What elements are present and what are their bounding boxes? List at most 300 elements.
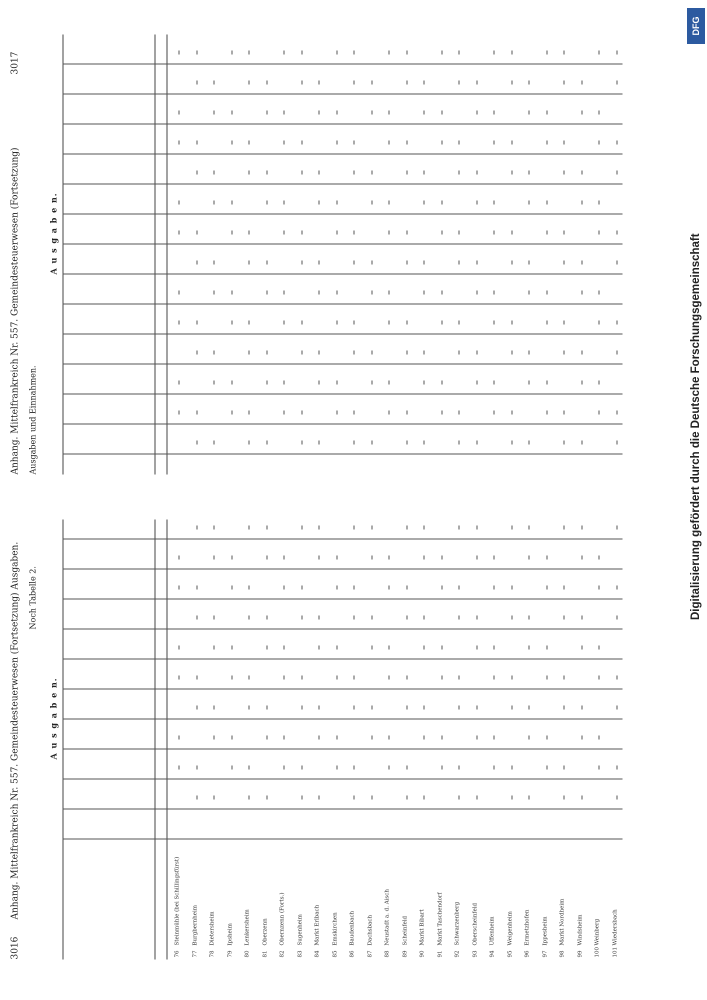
empty-cell-dash xyxy=(301,51,302,55)
empty-cell-dash xyxy=(476,171,477,175)
empty-cell-dash xyxy=(319,736,320,740)
empty-cell-dash xyxy=(581,441,582,445)
empty-cell-dash xyxy=(529,261,530,265)
column-rule xyxy=(63,719,623,720)
empty-cell-dash xyxy=(336,381,337,385)
empty-cell-dash xyxy=(564,616,565,620)
empty-cell-dash xyxy=(389,766,390,770)
row-label: Ermetzhofen xyxy=(524,909,531,946)
row-label: Schwarzenberg xyxy=(454,901,461,946)
empty-cell-dash xyxy=(389,411,390,415)
empty-cell-dash xyxy=(196,706,197,710)
empty-cell-dash xyxy=(371,261,372,265)
empty-cell-dash xyxy=(406,766,407,770)
empty-cell-dash xyxy=(319,381,320,385)
column-rule xyxy=(63,94,623,95)
empty-cell-dash xyxy=(546,411,547,415)
digitization-credit xyxy=(687,60,705,620)
row-label: Sugenheim xyxy=(297,914,303,946)
row-label: Markt Bibart xyxy=(419,909,426,946)
column-rule xyxy=(63,124,623,125)
empty-cell-dash xyxy=(389,556,390,560)
empty-cell-dash xyxy=(494,231,495,235)
row-label: Burgbernheim xyxy=(192,905,198,946)
empty-cell-dash xyxy=(476,261,477,265)
empty-cell-dash xyxy=(441,141,442,145)
empty-cell-dash xyxy=(476,646,477,650)
row-number: 97 xyxy=(542,950,548,958)
empty-cell-dash xyxy=(529,81,530,85)
row-number: 84 xyxy=(314,950,321,958)
empty-cell-dash xyxy=(546,291,547,295)
empty-cell-dash xyxy=(599,291,600,295)
empty-cell-dash xyxy=(546,111,547,115)
empty-cell-dash xyxy=(354,526,355,530)
empty-cell-dash xyxy=(424,646,425,650)
row-label: Ippesheim xyxy=(542,916,548,946)
empty-cell-dash xyxy=(214,556,215,560)
empty-cell-dash xyxy=(406,231,407,235)
empty-cell-dash xyxy=(564,526,565,530)
empty-cell-dash xyxy=(249,411,250,415)
row-label: Windsheim xyxy=(577,914,583,946)
empty-cell-dash xyxy=(301,231,302,235)
empty-cell-dash xyxy=(389,141,390,145)
empty-cell-dash xyxy=(581,171,582,175)
empty-cell-dash xyxy=(196,766,197,770)
empty-cell-dash xyxy=(424,351,425,355)
empty-cell-dash xyxy=(459,81,460,85)
empty-cell-dash xyxy=(371,171,372,175)
row-label: Obernzenn (Forts.) xyxy=(279,892,286,946)
empty-cell-dash xyxy=(511,321,512,325)
empty-cell-dash xyxy=(599,766,600,770)
empty-cell-dash xyxy=(494,291,495,295)
empty-cell-dash xyxy=(301,351,302,355)
empty-cell-dash xyxy=(319,351,320,355)
empty-cell-dash xyxy=(476,81,477,85)
empty-cell-dash xyxy=(424,441,425,445)
row-label: Wiedersbach xyxy=(612,909,618,946)
empty-cell-dash xyxy=(476,351,477,355)
column-rule xyxy=(63,214,623,215)
empty-cell-dash xyxy=(336,586,337,590)
empty-cell-dash xyxy=(441,736,442,740)
row-label: Neustadt a. d. Aisch xyxy=(384,889,391,946)
empty-cell-dash xyxy=(529,291,530,295)
empty-cell-dash xyxy=(214,81,215,85)
empty-cell-dash xyxy=(511,141,512,145)
dfg-logo-text: DFG xyxy=(691,16,701,36)
empty-cell-dash xyxy=(336,201,337,205)
empty-cell-dash xyxy=(196,321,197,325)
empty-cell-dash xyxy=(616,616,617,620)
empty-cell-dash xyxy=(249,796,250,800)
empty-cell-dash xyxy=(564,441,565,445)
empty-cell-dash xyxy=(354,351,355,355)
empty-cell-dash xyxy=(459,441,460,445)
empty-cell-dash xyxy=(511,261,512,265)
empty-cell-dash xyxy=(564,51,565,55)
row-number: 86 xyxy=(349,950,356,958)
row-label: Markt Erlbach xyxy=(314,904,321,946)
empty-cell-dash xyxy=(476,706,477,710)
row-number: 89 xyxy=(402,950,408,958)
empty-cell-dash xyxy=(196,616,197,620)
empty-cell-dash xyxy=(616,141,617,145)
empty-cell-dash xyxy=(616,351,617,355)
empty-cell-dash xyxy=(301,171,302,175)
empty-cell-dash xyxy=(476,111,477,115)
empty-cell-dash xyxy=(424,736,425,740)
empty-cell-dash xyxy=(284,141,285,145)
empty-cell-dash xyxy=(424,291,425,295)
right-section-head: A u s g a b e n. xyxy=(48,192,59,275)
column-rule xyxy=(63,659,623,660)
empty-cell-dash xyxy=(249,141,250,145)
empty-cell-dash xyxy=(249,321,250,325)
empty-cell-dash xyxy=(564,351,565,355)
empty-cell-dash xyxy=(266,111,267,115)
empty-cell-dash xyxy=(371,351,372,355)
row-label: Markt Taschendorf xyxy=(437,892,443,946)
empty-cell-dash xyxy=(196,171,197,175)
empty-cell-dash xyxy=(616,231,617,235)
row-number: 90 xyxy=(419,950,426,958)
empty-cell-dash xyxy=(354,676,355,680)
empty-cell-dash xyxy=(494,201,495,205)
empty-cell-dash xyxy=(301,441,302,445)
row-number: 96 xyxy=(524,950,531,958)
row-number: 78 xyxy=(209,950,216,958)
column-rule xyxy=(63,599,623,600)
empty-cell-dash xyxy=(179,141,180,145)
left-page-subtitle: Noch Tabelle 2. xyxy=(28,566,38,630)
empty-cell-dash xyxy=(564,676,565,680)
empty-cell-dash xyxy=(389,231,390,235)
table-rule xyxy=(155,35,156,475)
empty-cell-dash xyxy=(494,321,495,325)
table-rule xyxy=(167,35,168,475)
row-number: 76 xyxy=(174,950,181,958)
empty-cell-dash xyxy=(301,81,302,85)
empty-cell-dash xyxy=(354,796,355,800)
empty-cell-dash xyxy=(196,411,197,415)
empty-cell-dash xyxy=(599,556,600,560)
row-label: Scheinfeld xyxy=(402,915,408,946)
empty-cell-dash xyxy=(371,556,372,560)
empty-cell-dash xyxy=(459,261,460,265)
table-rule xyxy=(155,520,156,960)
empty-cell-dash xyxy=(214,706,215,710)
empty-cell-dash xyxy=(266,261,267,265)
empty-cell-dash xyxy=(424,261,425,265)
empty-cell-dash xyxy=(249,766,250,770)
empty-cell-dash xyxy=(266,616,267,620)
empty-cell-dash xyxy=(214,111,215,115)
column-rule xyxy=(63,454,623,455)
empty-cell-dash xyxy=(441,646,442,650)
empty-cell-dash xyxy=(336,321,337,325)
empty-cell-dash xyxy=(546,51,547,55)
empty-cell-dash xyxy=(389,321,390,325)
empty-cell-dash xyxy=(249,706,250,710)
right-page-subtitle: Ausgaben und Einnahmen. xyxy=(28,365,38,475)
row-label: Steinmühle (bei Schillingsfürst) xyxy=(174,856,181,946)
empty-cell-dash xyxy=(319,796,320,800)
table-rule xyxy=(63,35,64,475)
empty-cell-dash xyxy=(424,81,425,85)
empty-cell-dash xyxy=(511,526,512,530)
empty-cell-dash xyxy=(581,351,582,355)
empty-cell-dash xyxy=(214,796,215,800)
empty-cell-dash xyxy=(284,736,285,740)
empty-cell-dash xyxy=(266,81,267,85)
right-table xyxy=(45,35,625,475)
empty-cell-dash xyxy=(389,736,390,740)
empty-cell-dash xyxy=(441,51,442,55)
empty-cell-dash xyxy=(371,796,372,800)
empty-cell-dash xyxy=(319,201,320,205)
empty-cell-dash xyxy=(319,616,320,620)
empty-cell-dash xyxy=(179,736,180,740)
empty-cell-dash xyxy=(511,351,512,355)
empty-cell-dash xyxy=(336,111,337,115)
empty-cell-dash xyxy=(319,81,320,85)
empty-cell-dash xyxy=(441,321,442,325)
empty-cell-dash xyxy=(371,291,372,295)
empty-cell-dash xyxy=(476,526,477,530)
empty-cell-dash xyxy=(231,556,232,560)
empty-cell-dash xyxy=(179,231,180,235)
empty-cell-dash xyxy=(529,381,530,385)
empty-cell-dash xyxy=(599,231,600,235)
empty-cell-dash xyxy=(354,586,355,590)
empty-cell-dash xyxy=(599,321,600,325)
column-rule xyxy=(63,304,623,305)
empty-cell-dash xyxy=(529,796,530,800)
row-number: 81 xyxy=(262,950,268,958)
empty-cell-dash xyxy=(476,441,477,445)
empty-cell-dash xyxy=(389,111,390,115)
empty-cell-dash xyxy=(599,676,600,680)
empty-cell-dash xyxy=(459,321,460,325)
empty-cell-dash xyxy=(546,321,547,325)
empty-cell-dash xyxy=(616,261,617,265)
row-number: 99 xyxy=(577,950,583,958)
empty-cell-dash xyxy=(459,526,460,530)
empty-cell-dash xyxy=(546,556,547,560)
empty-cell-dash xyxy=(581,796,582,800)
empty-cell-dash xyxy=(546,141,547,145)
empty-cell-dash xyxy=(196,231,197,235)
empty-cell-dash xyxy=(354,321,355,325)
empty-cell-dash xyxy=(371,646,372,650)
empty-cell-dash xyxy=(476,556,477,560)
empty-cell-dash xyxy=(564,706,565,710)
empty-cell-dash xyxy=(196,81,197,85)
empty-cell-dash xyxy=(389,646,390,650)
empty-cell-dash xyxy=(284,291,285,295)
empty-cell-dash xyxy=(231,231,232,235)
row-number: 92 xyxy=(454,950,461,958)
empty-cell-dash xyxy=(424,201,425,205)
empty-cell-dash xyxy=(266,201,267,205)
row-number: 88 xyxy=(384,950,391,958)
row-number: 82 xyxy=(279,950,286,958)
empty-cell-dash xyxy=(336,766,337,770)
empty-cell-dash xyxy=(319,171,320,175)
empty-cell-dash xyxy=(354,51,355,55)
empty-cell-dash xyxy=(179,556,180,560)
empty-cell-dash xyxy=(511,171,512,175)
column-rule xyxy=(63,184,623,185)
empty-cell-dash xyxy=(616,706,617,710)
empty-cell-dash xyxy=(214,171,215,175)
empty-cell-dash xyxy=(231,411,232,415)
empty-cell-dash xyxy=(441,111,442,115)
empty-cell-dash xyxy=(196,676,197,680)
empty-cell-dash xyxy=(231,201,232,205)
empty-cell-dash xyxy=(529,201,530,205)
empty-cell-dash xyxy=(564,586,565,590)
empty-cell-dash xyxy=(494,556,495,560)
empty-cell-dash xyxy=(494,646,495,650)
empty-cell-dash xyxy=(529,441,530,445)
empty-cell-dash xyxy=(336,51,337,55)
empty-cell-dash xyxy=(214,291,215,295)
empty-cell-dash xyxy=(494,111,495,115)
left-page-title: Anhang. Mittelfrankreich Nr. 557. Gemeindesteuerwesen (Fortsetzung) Ausgaben. xyxy=(10,541,21,920)
column-rule xyxy=(63,539,623,540)
empty-cell-dash xyxy=(179,111,180,115)
empty-cell-dash xyxy=(459,706,460,710)
empty-cell-dash xyxy=(389,676,390,680)
column-rule xyxy=(63,839,623,840)
row-number: 80 xyxy=(244,950,251,958)
empty-cell-dash xyxy=(266,351,267,355)
empty-cell-dash xyxy=(459,51,460,55)
empty-cell-dash xyxy=(179,766,180,770)
empty-cell-dash xyxy=(389,201,390,205)
empty-cell-dash xyxy=(494,411,495,415)
empty-cell-dash xyxy=(284,231,285,235)
column-rule xyxy=(63,244,623,245)
empty-cell-dash xyxy=(284,586,285,590)
empty-cell-dash xyxy=(599,586,600,590)
empty-cell-dash xyxy=(249,526,250,530)
empty-cell-dash xyxy=(301,796,302,800)
column-rule xyxy=(63,689,623,690)
row-label: Ipsheim xyxy=(227,923,233,946)
row-number: 98 xyxy=(559,950,566,958)
row-label: Weinberg xyxy=(594,918,601,946)
table-rule xyxy=(167,520,168,960)
empty-cell-dash xyxy=(371,201,372,205)
empty-cell-dash xyxy=(301,526,302,530)
empty-cell-dash xyxy=(406,351,407,355)
empty-cell-dash xyxy=(616,81,617,85)
empty-cell-dash xyxy=(301,676,302,680)
empty-cell-dash xyxy=(371,441,372,445)
empty-cell-dash xyxy=(249,351,250,355)
empty-cell-dash xyxy=(249,81,250,85)
empty-cell-dash xyxy=(529,526,530,530)
empty-cell-dash xyxy=(179,201,180,205)
empty-cell-dash xyxy=(494,381,495,385)
row-number: 87 xyxy=(367,950,373,958)
column-rule xyxy=(63,274,623,275)
empty-cell-dash xyxy=(231,141,232,145)
empty-cell-dash xyxy=(511,231,512,235)
column-rule xyxy=(63,64,623,65)
empty-cell-dash xyxy=(284,411,285,415)
empty-cell-dash xyxy=(179,321,180,325)
empty-cell-dash xyxy=(284,646,285,650)
row-number: 101 xyxy=(612,947,618,958)
empty-cell-dash xyxy=(476,201,477,205)
empty-cell-dash xyxy=(599,381,600,385)
empty-cell-dash xyxy=(459,411,460,415)
empty-cell-dash xyxy=(249,676,250,680)
empty-cell-dash xyxy=(196,51,197,55)
empty-cell-dash xyxy=(179,676,180,680)
empty-cell-dash xyxy=(319,526,320,530)
row-number: 79 xyxy=(227,950,233,958)
empty-cell-dash xyxy=(301,411,302,415)
empty-cell-dash xyxy=(581,111,582,115)
empty-cell-dash xyxy=(546,381,547,385)
empty-cell-dash xyxy=(354,141,355,145)
empty-cell-dash xyxy=(231,51,232,55)
row-label: Dietersheim xyxy=(209,911,216,946)
empty-cell-dash xyxy=(371,111,372,115)
empty-cell-dash xyxy=(441,381,442,385)
empty-cell-dash xyxy=(616,321,617,325)
empty-cell-dash xyxy=(441,676,442,680)
empty-cell-dash xyxy=(336,556,337,560)
empty-cell-dash xyxy=(459,141,460,145)
column-rule xyxy=(63,779,623,780)
empty-cell-dash xyxy=(179,646,180,650)
empty-cell-dash xyxy=(406,141,407,145)
empty-cell-dash xyxy=(546,736,547,740)
empty-cell-dash xyxy=(564,796,565,800)
empty-cell-dash xyxy=(459,766,460,770)
empty-cell-dash xyxy=(616,411,617,415)
empty-cell-dash xyxy=(196,796,197,800)
empty-cell-dash xyxy=(441,231,442,235)
empty-cell-dash xyxy=(336,736,337,740)
empty-cell-dash xyxy=(196,351,197,355)
empty-cell-dash xyxy=(529,351,530,355)
row-label: Oberzenn xyxy=(262,918,268,946)
empty-cell-dash xyxy=(371,526,372,530)
empty-cell-dash xyxy=(406,81,407,85)
empty-cell-dash xyxy=(511,81,512,85)
empty-cell-dash xyxy=(196,441,197,445)
empty-cell-dash xyxy=(196,261,197,265)
empty-cell-dash xyxy=(389,291,390,295)
empty-cell-dash xyxy=(616,796,617,800)
empty-cell-dash xyxy=(196,586,197,590)
empty-cell-dash xyxy=(284,556,285,560)
empty-cell-dash xyxy=(424,706,425,710)
column-rule xyxy=(63,154,623,155)
empty-cell-dash xyxy=(179,51,180,55)
empty-cell-dash xyxy=(599,141,600,145)
empty-cell-dash xyxy=(616,526,617,530)
